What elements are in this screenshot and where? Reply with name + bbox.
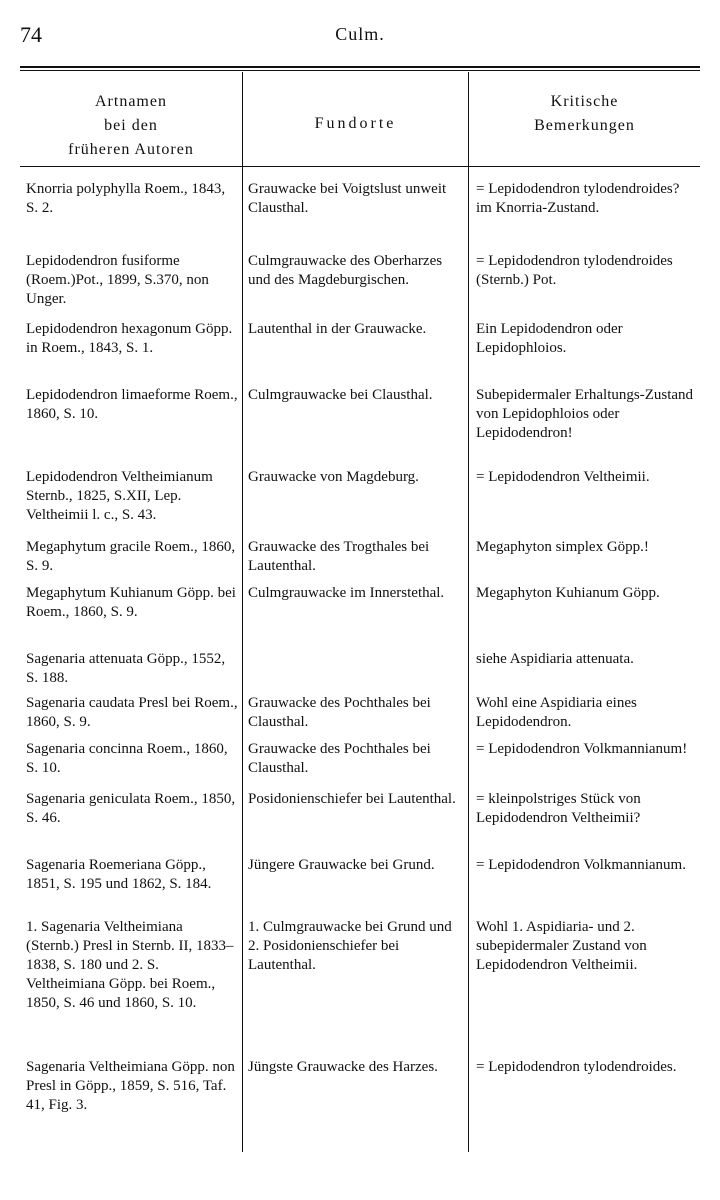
cell-remarks: = Lepidodendron tylodendroides. xyxy=(476,1059,677,1075)
top-rule-thin xyxy=(20,70,700,71)
cell-species-name: Lepidodendron hexagonum Göpp. in Roem., 1843, S. 1. xyxy=(26,321,233,356)
cell-locality: Culmgrauwacke bei Clausthal. xyxy=(248,387,433,403)
cell-remarks: Subepidermaler Erhaltungs-Zustand von Lepidophloios oder Lepidodendron! xyxy=(476,387,694,441)
cell-locality: Lautenthal in der Grauwacke. xyxy=(248,321,427,337)
cell-locality: Grauwacke des Pochthales bei Clausthal. xyxy=(248,741,431,776)
header-artnamen xyxy=(20,90,242,162)
cell-locality: Culmgrauwacke des Oberharzes und des Magdeburgischen. xyxy=(248,253,443,288)
cell-locality: Grauwacke des Trogthales bei Lautenthal. xyxy=(248,539,430,574)
cell-remarks: = kleinpolstriges Stück von Lepidodendron Veltheimii? xyxy=(476,791,641,826)
column-divider-2 xyxy=(468,72,469,1152)
cell-remarks: = Lepidodendron Veltheimii. xyxy=(476,469,650,485)
header-bemerkungen xyxy=(469,90,700,138)
cell-remarks: Ein Lepidodendron oder Lepidophloios. xyxy=(476,321,623,356)
cell-remarks: = Lepidodendron tylodendroides? im Knorria-Zustand. xyxy=(476,181,680,216)
header-rule xyxy=(20,166,700,167)
cell-remarks: Wohl 1. Aspidiaria- und 2. subepidermaler Zustand von Lepidodendron Veltheimii. xyxy=(476,919,647,973)
cell-remarks: siehe Aspidiaria attenuata. xyxy=(476,651,634,667)
cell-species-name: Lepidodendron limaeforme Roem., 1860, S. 10. xyxy=(26,387,238,422)
cell-remarks: Wohl eine Aspidiaria eines Lepidodendron. xyxy=(476,695,637,730)
cell-remarks: Megaphyton simplex Göpp.! xyxy=(476,539,649,555)
cell-remarks: = Lepidodendron tylodendroides (Sternb.) Pot. xyxy=(476,253,673,288)
cell-remarks: = Lepidodendron Volkmannianum! xyxy=(476,741,688,757)
cell-locality: Jüngste Grauwacke des Harzes. xyxy=(248,1059,438,1075)
cell-species-name: Sagenaria attenuata Göpp., 1552, S. 188. xyxy=(26,651,226,686)
cell-species-name: Knorria polyphylla Roem., 1843, S. 2. xyxy=(26,181,226,216)
cell-remarks: = Lepidodendron Volkmannianum. xyxy=(476,857,686,873)
header-artnamen-line1: Artnamen xyxy=(95,93,167,110)
cell-remarks: Megaphyton Kuhianum Göpp. xyxy=(476,585,660,601)
cell-species-name: Sagenaria caudata Presl bei Roem., 1860, S. 9. xyxy=(26,695,238,730)
top-rule xyxy=(20,66,700,68)
header-fundorte: Fundorte xyxy=(314,115,397,132)
cell-locality: Grauwacke bei Voigtslust unweit Clausthal. xyxy=(248,181,447,216)
cell-locality: Posidonienschiefer bei Lautenthal. xyxy=(248,791,456,807)
cell-species-name: Lepidodendron Veltheimianum Sternb., 1825, S.XII, Lep. Veltheimii l. c., S. 43. xyxy=(26,469,213,523)
header-artnamen-line3: früheren Autoren xyxy=(68,141,194,158)
cell-species-name: Sagenaria Veltheimiana Göpp. non Presl in Göpp., 1859, S. 516, Taf. 41, Fig. 3. xyxy=(26,1059,235,1113)
header-artnamen-line2: bei den xyxy=(104,117,158,134)
cell-species-name: 1. Sagenaria Veltheimiana (Sternb.) Presl in Sternb. II, 1833–1838, S. 180 und 2. S. Veltheimiana Göpp. bei Roem., 1850, S. 46 und 1860, S. 10. xyxy=(26,919,234,1011)
cell-species-name: Sagenaria geniculata Roem., 1850, S. 46. xyxy=(26,791,236,826)
cell-locality: Culmgrauwacke im Innerstethal. xyxy=(248,585,445,601)
header-bemerkungen-line1: Kritische xyxy=(550,93,619,110)
running-head: Culm. xyxy=(335,24,385,44)
cell-species-name: Sagenaria Roemeriana Göpp., 1851, S. 195 und 1862, S. 184. xyxy=(26,857,212,892)
cell-locality: Grauwacke von Magdeburg. xyxy=(248,469,419,485)
header-bemerkungen-line2: Bemerkungen xyxy=(534,117,635,134)
cell-locality: 1. Culmgrauwacke bei Grund und 2. Posidonienschiefer bei Lautenthal. xyxy=(248,919,452,973)
cell-species-name: Megaphytum Kuhianum Göpp. bei Roem., 1860, S. 9. xyxy=(26,585,236,620)
cell-locality: Grauwacke des Pochthales bei Clausthal. xyxy=(248,695,431,730)
cell-species-name: Megaphytum gracile Roem., 1860, S. 9. xyxy=(26,539,236,574)
cell-locality: Jüngere Grauwacke bei Grund. xyxy=(248,857,435,873)
column-divider-1 xyxy=(242,72,243,1152)
cell-species-name: Lepidodendron fusiforme (Roem.)Pot., 1899, S.370, non Unger. xyxy=(26,253,209,307)
cell-species-name: Sagenaria concinna Roem., 1860, S. 10. xyxy=(26,741,228,776)
page-number: 74 xyxy=(20,22,42,47)
